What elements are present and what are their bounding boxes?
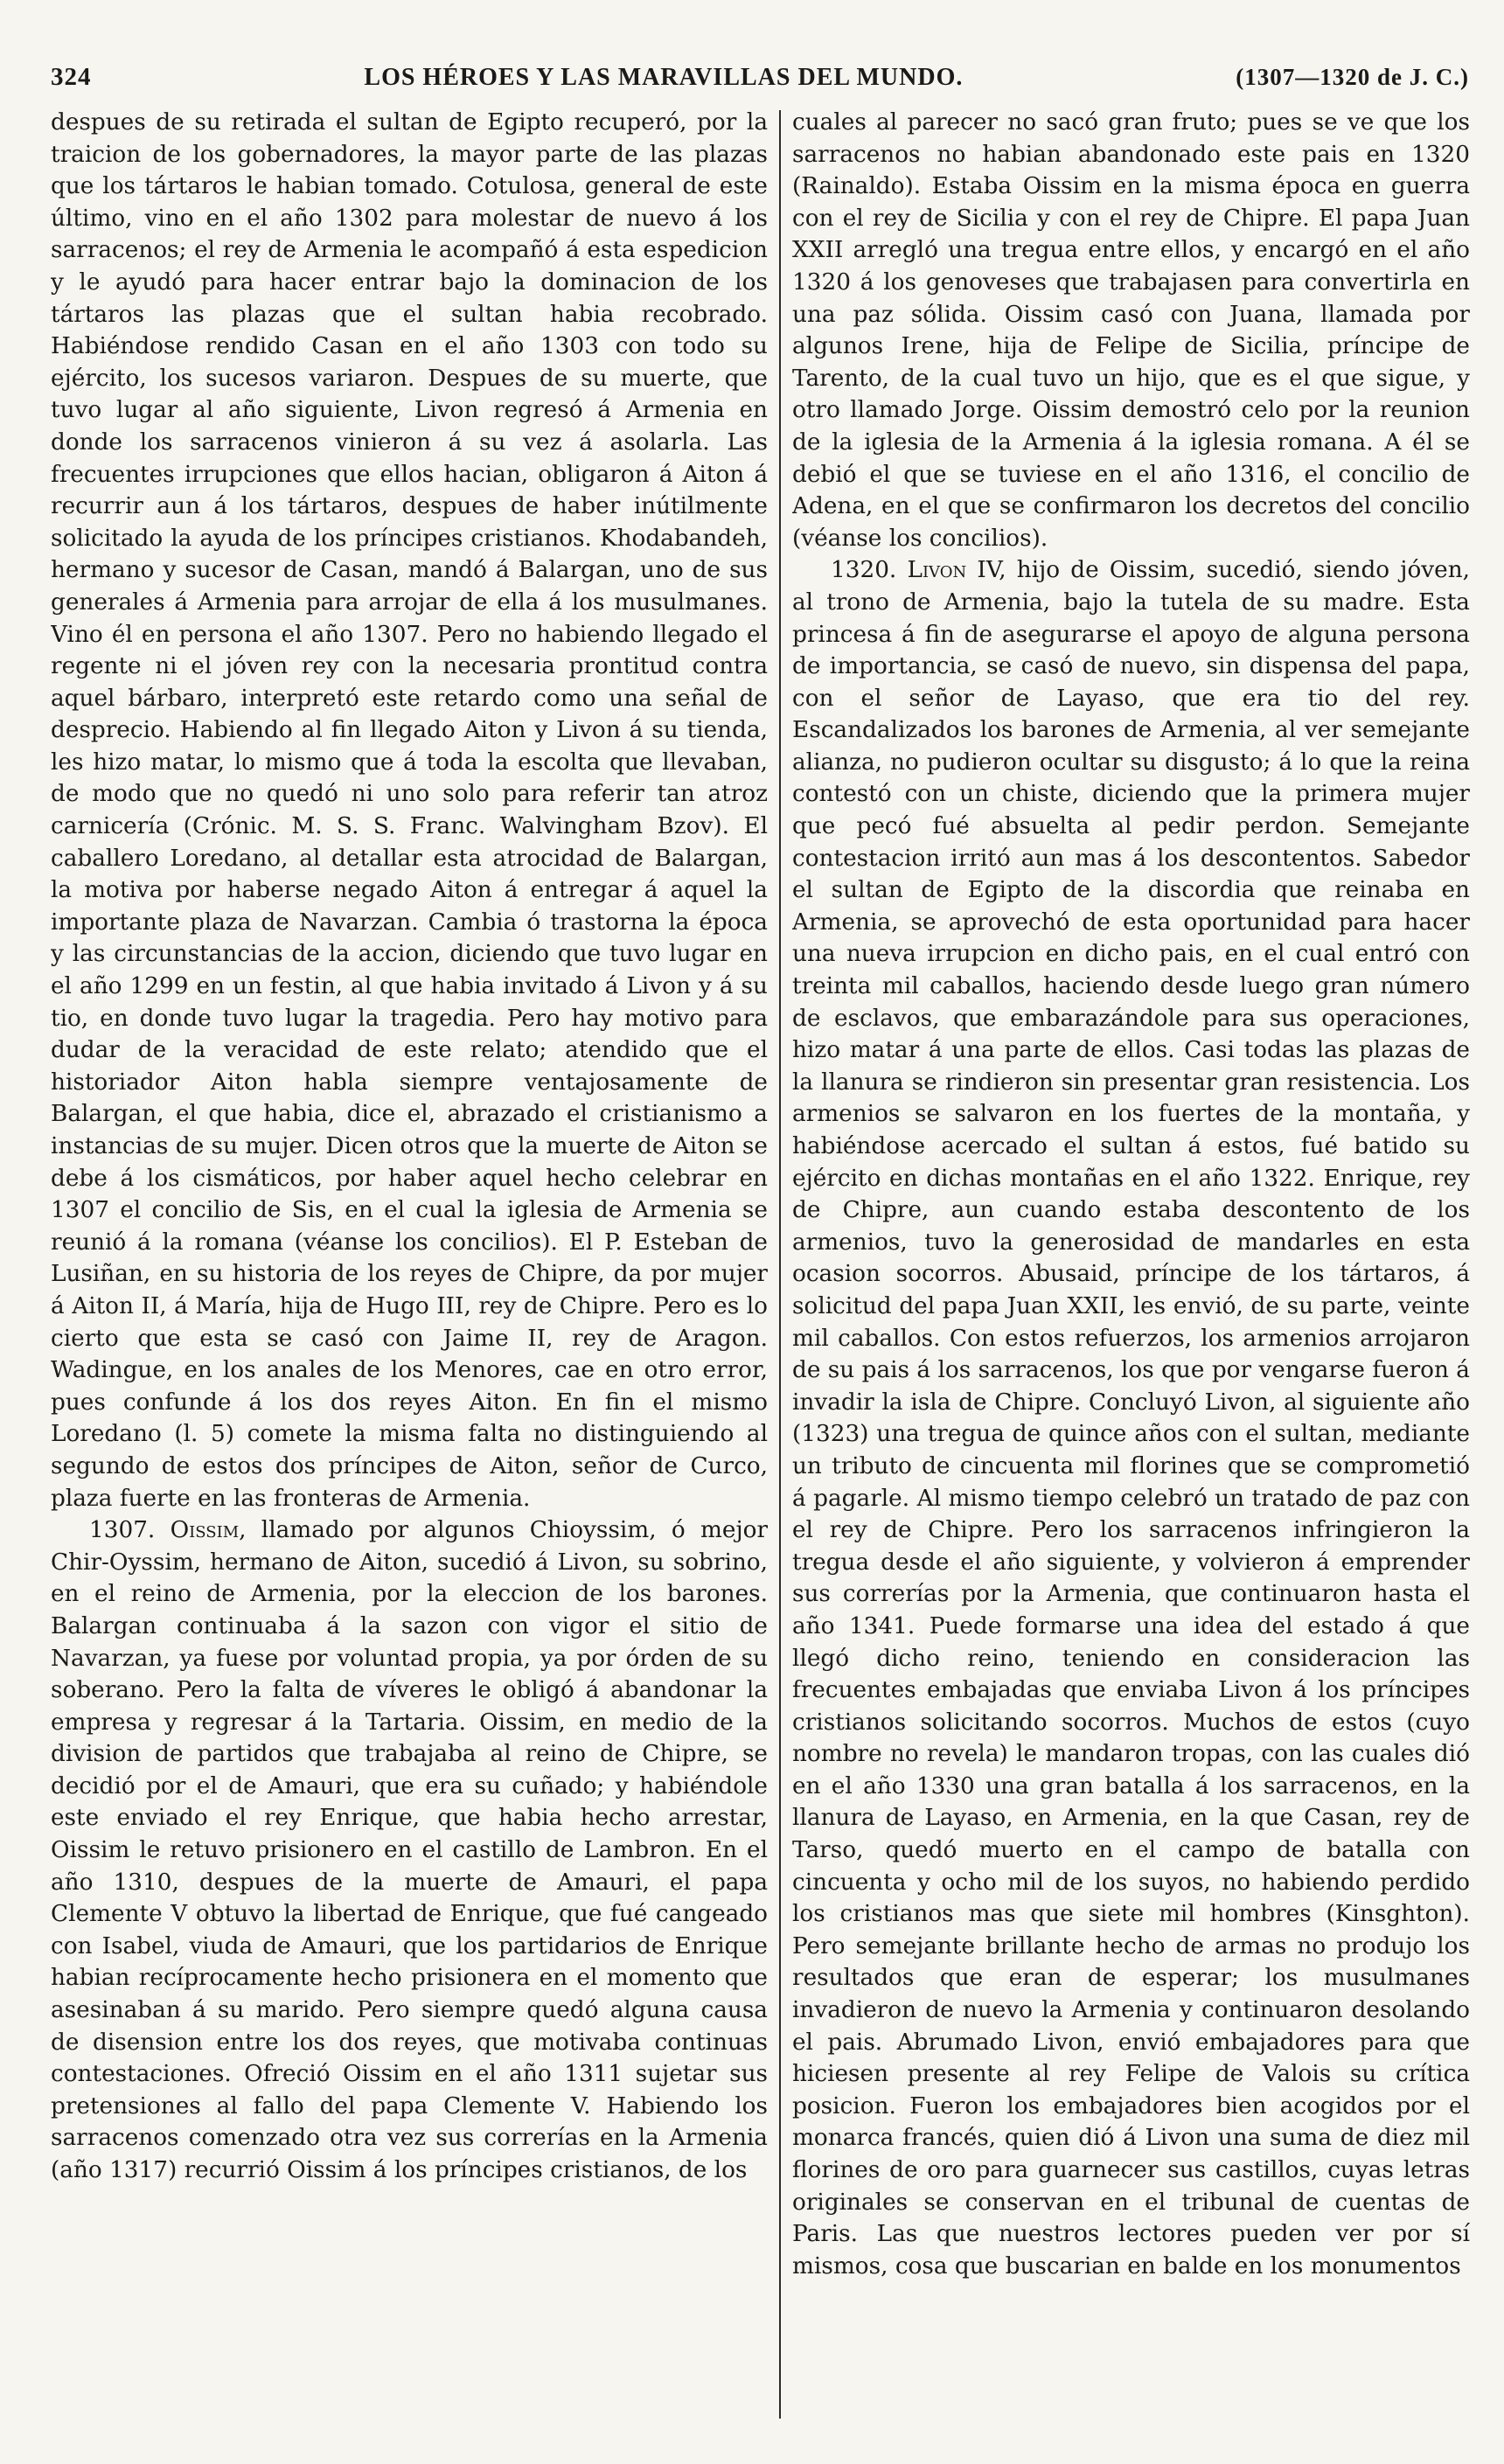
- date-range: (1307—1320 de J. C.): [1236, 64, 1469, 90]
- paragraph-oissim: [51, 1514, 768, 2186]
- ruler-name: Livon IV,: [907, 557, 1006, 584]
- paragraph-text: llamado por algunos Chioyssim, ó mejor Chir-Oyssim, hermano de Aiton, sucedió á Livon, su sobrino, en el reino de Armenia, por la eleccion de los barones. Balargan continuaba á la sazon con vigor el sitio de Navarzan, ya fuese por voluntad propia, ya por órden de su soberano. Pero la falta de víveres le obligó á abandonar la empresa y regresar á la Tartaria. Oissim, en medio de la division de partidos que trabajaba al reino de Chipre, se decidió por el de Amauri, que era su cuñado; y habiéndole este enviado el rey Enrique, que habia hecho arrestar, Oissim le retuvo prisionero en el castillo de Lambron. En el año 1310, despues de la muerte de Amauri, el papa Clemente V obtuvo la libertad de Enrique, que fué cangeado con Isabel, viuda de Amauri, que los partidarios de Enrique habian recíprocamente hecho prisionera en el momento que asesinaban á su marido. Pero siempre quedó alguna causa de disension entre los dos reyes, que motivaba continuas contestaciones. Ofreció Oissim en el año 1311 sujetar sus pretensiones al fallo del papa Clemente V. Habiendo los sarracenos comenzado otra vez sus correrías en la Armenia (año 1317) recurrió Oissim á los príncipes cristianos, de los: [51, 1517, 768, 2183]
- page-number: 324: [51, 63, 92, 91]
- ruler-name: Oissim,: [170, 1517, 247, 1544]
- right-column: [792, 107, 1470, 2424]
- paragraph-livon: [792, 554, 1470, 2282]
- paragraph-text: hijo de Oissim, sucedió, siendo jóven, al trono de Armenia, bajo la tutela de su madre. Esta princesa á fin de asegurarse el apoyo de alguna persona de importancia, se casó de nuevo, sin dispensa del papa, con el señor de Layaso, que era tio del rey. Escandalizados los barones de Armenia, al ver semejante alianza, no pudieron ocultar su disgusto; á lo que la reina contestó con un chiste, diciendo que la primera mujer que pecó fué absuelta al pedir perdon. Semejante contestacion irritó aun mas á los descontentos. Sabedor el sultan de Egipto de la discordia que reinaba en Armenia, se aprovechó de esta oportunidad para hacer una nueva irrupcion en dicho pais, en el cual entró con treinta mil caballos, haciendo desde luego gran número de esclavos, que embarazándole para sus operaciones, hizo matar á una parte de ellos. Casi todas las plazas de la llanura se rindieron sin presentar gran resistencia. Los armenios se salvaron en los fuertes de la montaña, y habiéndose acercado el sultan á estos, fué batido su ejército en dichas montañas en el año 1322. Enrique, rey de Chipre, aun cuando estaba descontento de los armenios, tuvo la generosidad de mandarles en esta ocasion socorros. Abusaid, príncipe de los tártaros, á solicitud del papa Juan XXII, les envió, de su parte, veinte mil caballos. Con estos refuerzos, los armenios arrojaron de su pais á los sarracenos, los que por vengarse fueron á invadir la isla de Chipre. Concluyó Livon, al siguiente año (1323) una tregua de quince años con el sultan, mediante un tributo de cincuenta mil florines que se comprometió á pagarle. Al mismo tiempo celebró un tratado de paz con el rey de Chipre. Pero los sarracenos infringieron la tregua desde el año siguiente, y volvieron á emprender sus correrías por la Armenia, que continuaron hasta el año 1341. Puede formarse una idea del estado á que llegó dicho reino, teniendo en consideracion las frecuentes embajadas que enviaba Livon á los príncipes cristianos solicitando socorros. Muchos de estos (cuyo nombre no revela) le mandaron tropas, con las cuales dió en el año 1330 una gran batalla á los sarracenos, en la llanura de Layaso, en Armenia, en la que Casan, rey de Tarso, quedó muerto en el campo de batalla con cincuenta y ocho mil de los suyos, no habiendo perdido los cristianos mas que siete mil hombres (Kinsghton). Pero semejante brillante hecho de armas no produjo los resultados que eran de esperar; los musulmanes invadieron de nuevo la Armenia y continuaron desolando el pais. Abrumado Livon, envió embajadores para que hiciesen presente al rey Felipe de Valois su crítica posicion. Fueron los embajadores bien acogidos por el monarca francés, quien dió á Livon una suma de diez mil florines de oro para guarnecer sus castillos, cuyas letras originales se conservan en el tribunal de cuentas de Paris. Las que nuestros lectores pueden ver por sí mismos, cosa que buscarian en balde en los monumentos: [792, 557, 1470, 2280]
- year-heading: 1320.: [831, 557, 897, 584]
- year-heading: 1307.: [89, 1517, 156, 1544]
- book-title: LOS HÉROES Y LAS MARAVILLAS DEL MUNDO.: [364, 64, 964, 91]
- running-header: [51, 63, 1469, 101]
- paragraph: despues de su retirada el sultan de Egipto recuperó, por la traicion de los gobernadores, la mayor parte de las plazas que los tártaros le habian tomado. Cotulosa, general de este último, vino en el año 1302 para molestar de nuevo á los sarracenos; el rey de Armenia le acompañó á esta espedicion y le ayudó para hacer entrar bajo la dominacion de los tártaros las plazas que el sultan habia recobrado. Habiéndose rendido Casan en el año 1303 con todo su ejército, los sucesos variaron. Despues de su muerte, que tuvo lugar al año siguiente, Livon regresó á Armenia en donde los sarracenos vinieron á su vez á asolarla. Las frecuentes irrupciones que ellos hacian, obligaron á Aiton á recurrir aun á los tártaros, despues de haber inútilmente solicitado la ayuda de los príncipes cristianos. Khodabandeh, hermano y sucesor de Casan, mandó á Balargan, uno de sus generales á Armenia para arrojar de ella á los musulmanes. Vino él en persona el año 1307. Pero no habiendo llegado el regente ni el jóven rey con la necesaria prontitud contra aquel bárbaro, interpretó este retardo como una señal de desprecio. Habiendo al fin llegado Aiton y Livon á su tienda, les hizo matar, lo mismo que á toda la escolta que llevaban, de modo que no quedó ni uno solo para referir tan atroz carnicería (Crónic. M. S. S. Franc. Walvingham Bzov). El caballero Loredano, al detallar esta atrocidad de Balargan, la motiva por haberse negado Aiton á entregar á aquel la importante plaza de Navarzan. Cambia ó trastorna la época y las circunstancias de la accion, diciendo que tuvo lugar en el año 1299 en un festin, al que habia invitado á Livon y á su tio, en donde tuvo lugar la tragedia. Pero hay motivo para dudar de la veracidad de este relato; atendido que el historiador Aiton habla siempre ventajosamente de Balargan, el que habia, dice el, abrazado el cristianismo a instancias de su mujer. Dicen otros que la muerte de Aiton se debe á los cismáticos, por haber aquel hecho celebrar en 1307 el concilio de Sis, en el cual la iglesia de Armenia se reunió á la romana (véanse los concilios). El P. Esteban de Lusiñan, en su historia de los reyes de Chipre, da por mujer á Aiton II, á María, hija de Hugo III, rey de Chipre. Pero es lo cierto que esta se casó con Jaime II, rey de Aragon. Wadingue, en los anales de los Menores, cae en otro error, pues confunde á los dos reyes Aiton. En fin el mismo Loredano (l. 5) comete la misma falta no distinguiendo al segundo de estos dos príncipes de Aiton, señor de Curco, plaza fuerte en las fronteras de Armenia.: [51, 109, 768, 1512]
- paragraph: cuales al parecer no sacó gran fruto; pues se ve que los sarracenos no habian abandonado este pais en 1320 (Rainaldo). Estaba Oissim en la misma época en guerra con el rey de Sicilia y con el rey de Chipre. El papa Juan XXII arregló una tregua entre ellos, y encargó en el año 1320 á los genoveses que trabajasen para convertirla en una paz sólida. Oissim casó con Juana, llamada por algunos Irene, hija de Felipe de Sicilia, príncipe de Tarento, de la cual tuvo un hijo, que es el que sigue, y otro llamado Jorge. Oissim demostró celo por la reunion de la iglesia de la Armenia á la iglesia romana. A él se debió el que se tuviese en el año 1316, el concilio de Adena, en el que se confirmaron los decretos del concilio (véanse los concilios).: [792, 109, 1470, 552]
- left-column: [51, 107, 768, 2424]
- column-divider: [779, 110, 781, 2419]
